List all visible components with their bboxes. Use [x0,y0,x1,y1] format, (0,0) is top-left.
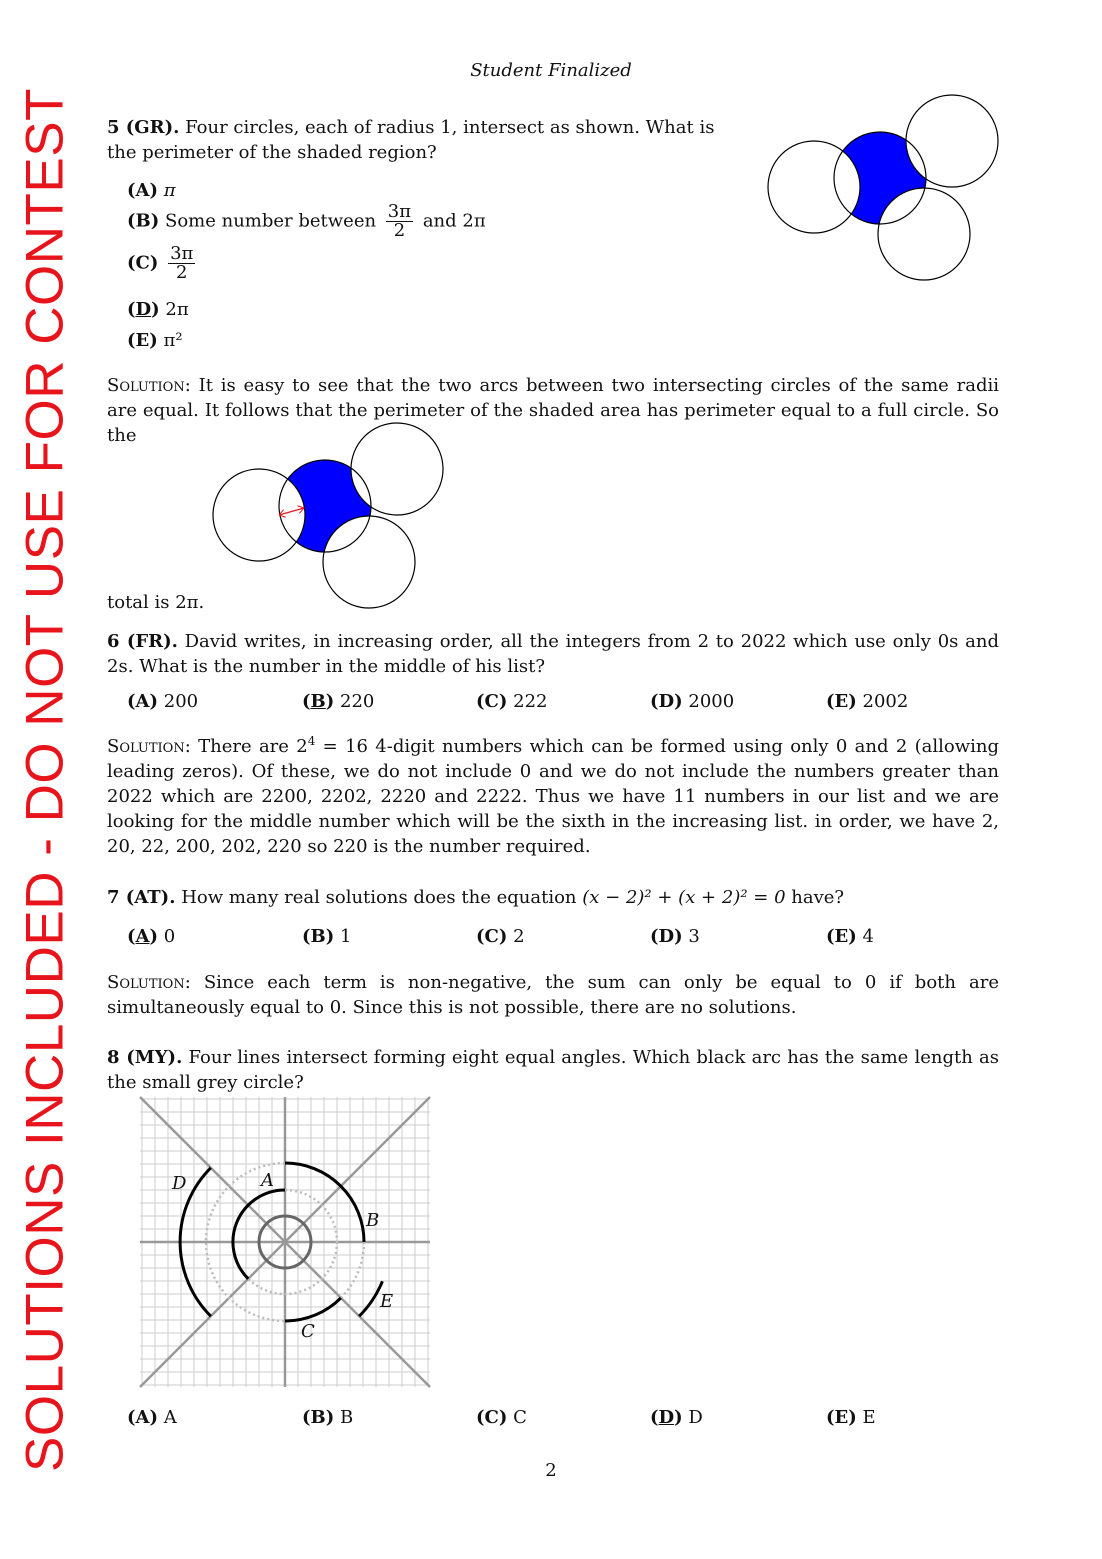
q8-option-value: E [862,1407,876,1428]
q7-option-label: C [484,926,499,947]
q5-text: Four circles, each of radius 1, intersect as shown. What is the perimeter of the shaded region? [107,117,715,163]
q8-label-e: E [380,1291,394,1312]
q7-option-value: 1 [340,926,352,947]
q6-text: David writes, in increasing order, all the integers from 2 to 2022 which use only 0s and 2s. What is the number in the middle of his list? [107,631,999,677]
q5-option-b-fraction: $\frac{3\pi}{2}$ [387,201,412,241]
q6-option-label: D [658,691,675,712]
q6-prompt [107,629,999,679]
q6-option-label: A [135,691,150,712]
running-header: Student Finalized [470,60,632,81]
q5-option-a-label: (A) [127,180,158,201]
q5-circles-figure [760,90,1010,290]
q5-solution-label: Solution: [107,375,191,396]
q8-option-value: B [340,1407,354,1428]
q7-number: 7 (AT). [107,887,176,908]
q8-option-value: A [163,1407,177,1428]
q5-number: 5 (GR). [107,117,180,138]
q8-option-label: B [310,1407,326,1428]
q7-option-c: (C) 2 [476,926,525,947]
q7-prompt [107,885,999,910]
q6-solution-pre: There are 2 [198,736,308,757]
q8-arc-c [285,1298,341,1321]
q7-option-label: B [310,926,326,947]
q6-option-a: (A) 200 [127,691,199,712]
q7-option-e: (E) 4 [826,926,874,947]
q5-prompt [107,115,747,165]
q8-option-label: E [834,1407,849,1428]
q5-solution-figure [205,418,455,618]
q6-option-label: C [484,691,499,712]
q8-option-label: A [135,1407,150,1428]
q6-solution-label: Solution: [107,736,191,757]
q7-option-b: (B) 1 [302,926,352,947]
q8-option-b: (B) B [302,1407,354,1428]
q8-text: Four lines intersect forming eight equal angles. Which black arc has the same length as the small grey circle? [107,1047,999,1093]
q8-number: 8 (MY). [107,1047,183,1068]
q6-option-value: 220 [340,691,375,712]
q6-option-c: (C) 222 [476,691,548,712]
q8-option-e: (E) E [826,1407,876,1428]
q8-lines [140,1097,430,1387]
q5-option-b-post: and 2π [422,210,486,232]
q6-option-e: (E) 2002 [826,691,909,712]
q5-option-c-fraction: $\frac{3\pi}{2}$ [170,243,194,283]
q6-number: 6 (FR). [107,631,178,652]
solutions-banner: SOLUTIONS INCLUDED - DO NOT USE FOR CONTEST [15,88,75,1472]
q7-option-label: E [834,926,849,947]
q8-label-d: D [172,1173,187,1194]
q5-solution-end: total is 2π. [107,592,205,613]
q5-option-e-label: (E) [127,330,158,351]
q6-option-value: 2000 [688,691,735,712]
q8-label-a: A [261,1170,274,1191]
q7-option-value: 0 [163,926,176,947]
q5-circle [878,188,970,280]
q5-option-a [127,180,176,201]
q5-option-d: (D) 2π [127,299,189,320]
q6-solution [107,734,999,859]
q5-option-a-value: π [163,180,176,201]
q6-option-value: 222 [513,691,548,712]
q7-option-value: 3 [688,926,700,947]
q8-option-c: (C) C [476,1407,527,1428]
q5-option-c [127,245,199,282]
q7-option-a: (A) 0 [127,926,176,947]
q7-solution-text: Since each term is non-negative, the sum can only be equal to 0 if both are simultaneously equal to 0. Since this is not possible, there are no solutions. [107,972,999,1018]
q7-text-pre: How many real solutions does the equation [181,887,577,908]
q8-label-b: B [366,1210,380,1231]
q8-option-value: D [688,1407,703,1428]
q5-option-e [127,330,183,351]
q6-solution-exponent: 4 [307,734,316,748]
q5-option-d-label: D [135,299,152,320]
q5-solution-text: It is easy to see that the two arcs between two intersecting circles of the same radii are equal. It follows that the perimeter of the shaded area has perimeter equal to a full circle. So the [107,375,999,446]
q6-option-label: B [310,691,326,712]
page-number: 2 [545,1460,557,1481]
q7-option-value: 4 [862,926,874,947]
q7-solution-label: Solution: [107,972,191,993]
q5-option-b-pre: Some number between [164,210,377,232]
q8-label-c: C [301,1321,315,1342]
q5-option-b [127,203,486,240]
q5-option-e-value: π² [163,330,183,351]
q8-option-d: (D) D [650,1407,703,1428]
q7-solution [107,970,999,1020]
q7-option-label: A [135,926,150,947]
q7-equation: (x − 2)² + (x + 2)² = 0 [582,887,786,908]
q7-option-label: D [658,926,675,947]
q8-option-label: C [484,1407,499,1428]
q7-text-post: have? [791,887,845,908]
q5-option-b-label: (B) [127,210,160,232]
q6-option-value: 2002 [862,691,909,712]
q8-arcs-figure [120,1085,450,1405]
q6-solution-text: = 16 4-digit numbers which can be formed using only 0 and 2 (allowing leading zeros). Of these, we do not include 0 and we do not include the numbers greater than 2022 which are 2200, 2202, 2220 and 2222. Thus we have 11 numbers in our list and we are looking for the middle number which will be the sixth in the increasing list. in order, we have 2, 20, 22, 200, 202, 220 so 220 is the number required. [107,736,999,857]
q6-option-d: (D) 2000 [650,691,735,712]
q6-option-b: (B) 220 [302,691,375,712]
q6-option-label: E [834,691,849,712]
q8-option-a: (A) A [127,1407,177,1428]
q7-option-value: 2 [513,926,525,947]
q5-option-c-label: (C) [127,252,159,274]
q8-option-label: D [658,1407,675,1428]
q8-option-value: C [513,1407,527,1428]
q6-option-value: 200 [163,691,199,712]
q7-option-d: (D) 3 [650,926,700,947]
q5-option-d-value: 2π [165,299,189,320]
q5-circle [906,95,998,187]
